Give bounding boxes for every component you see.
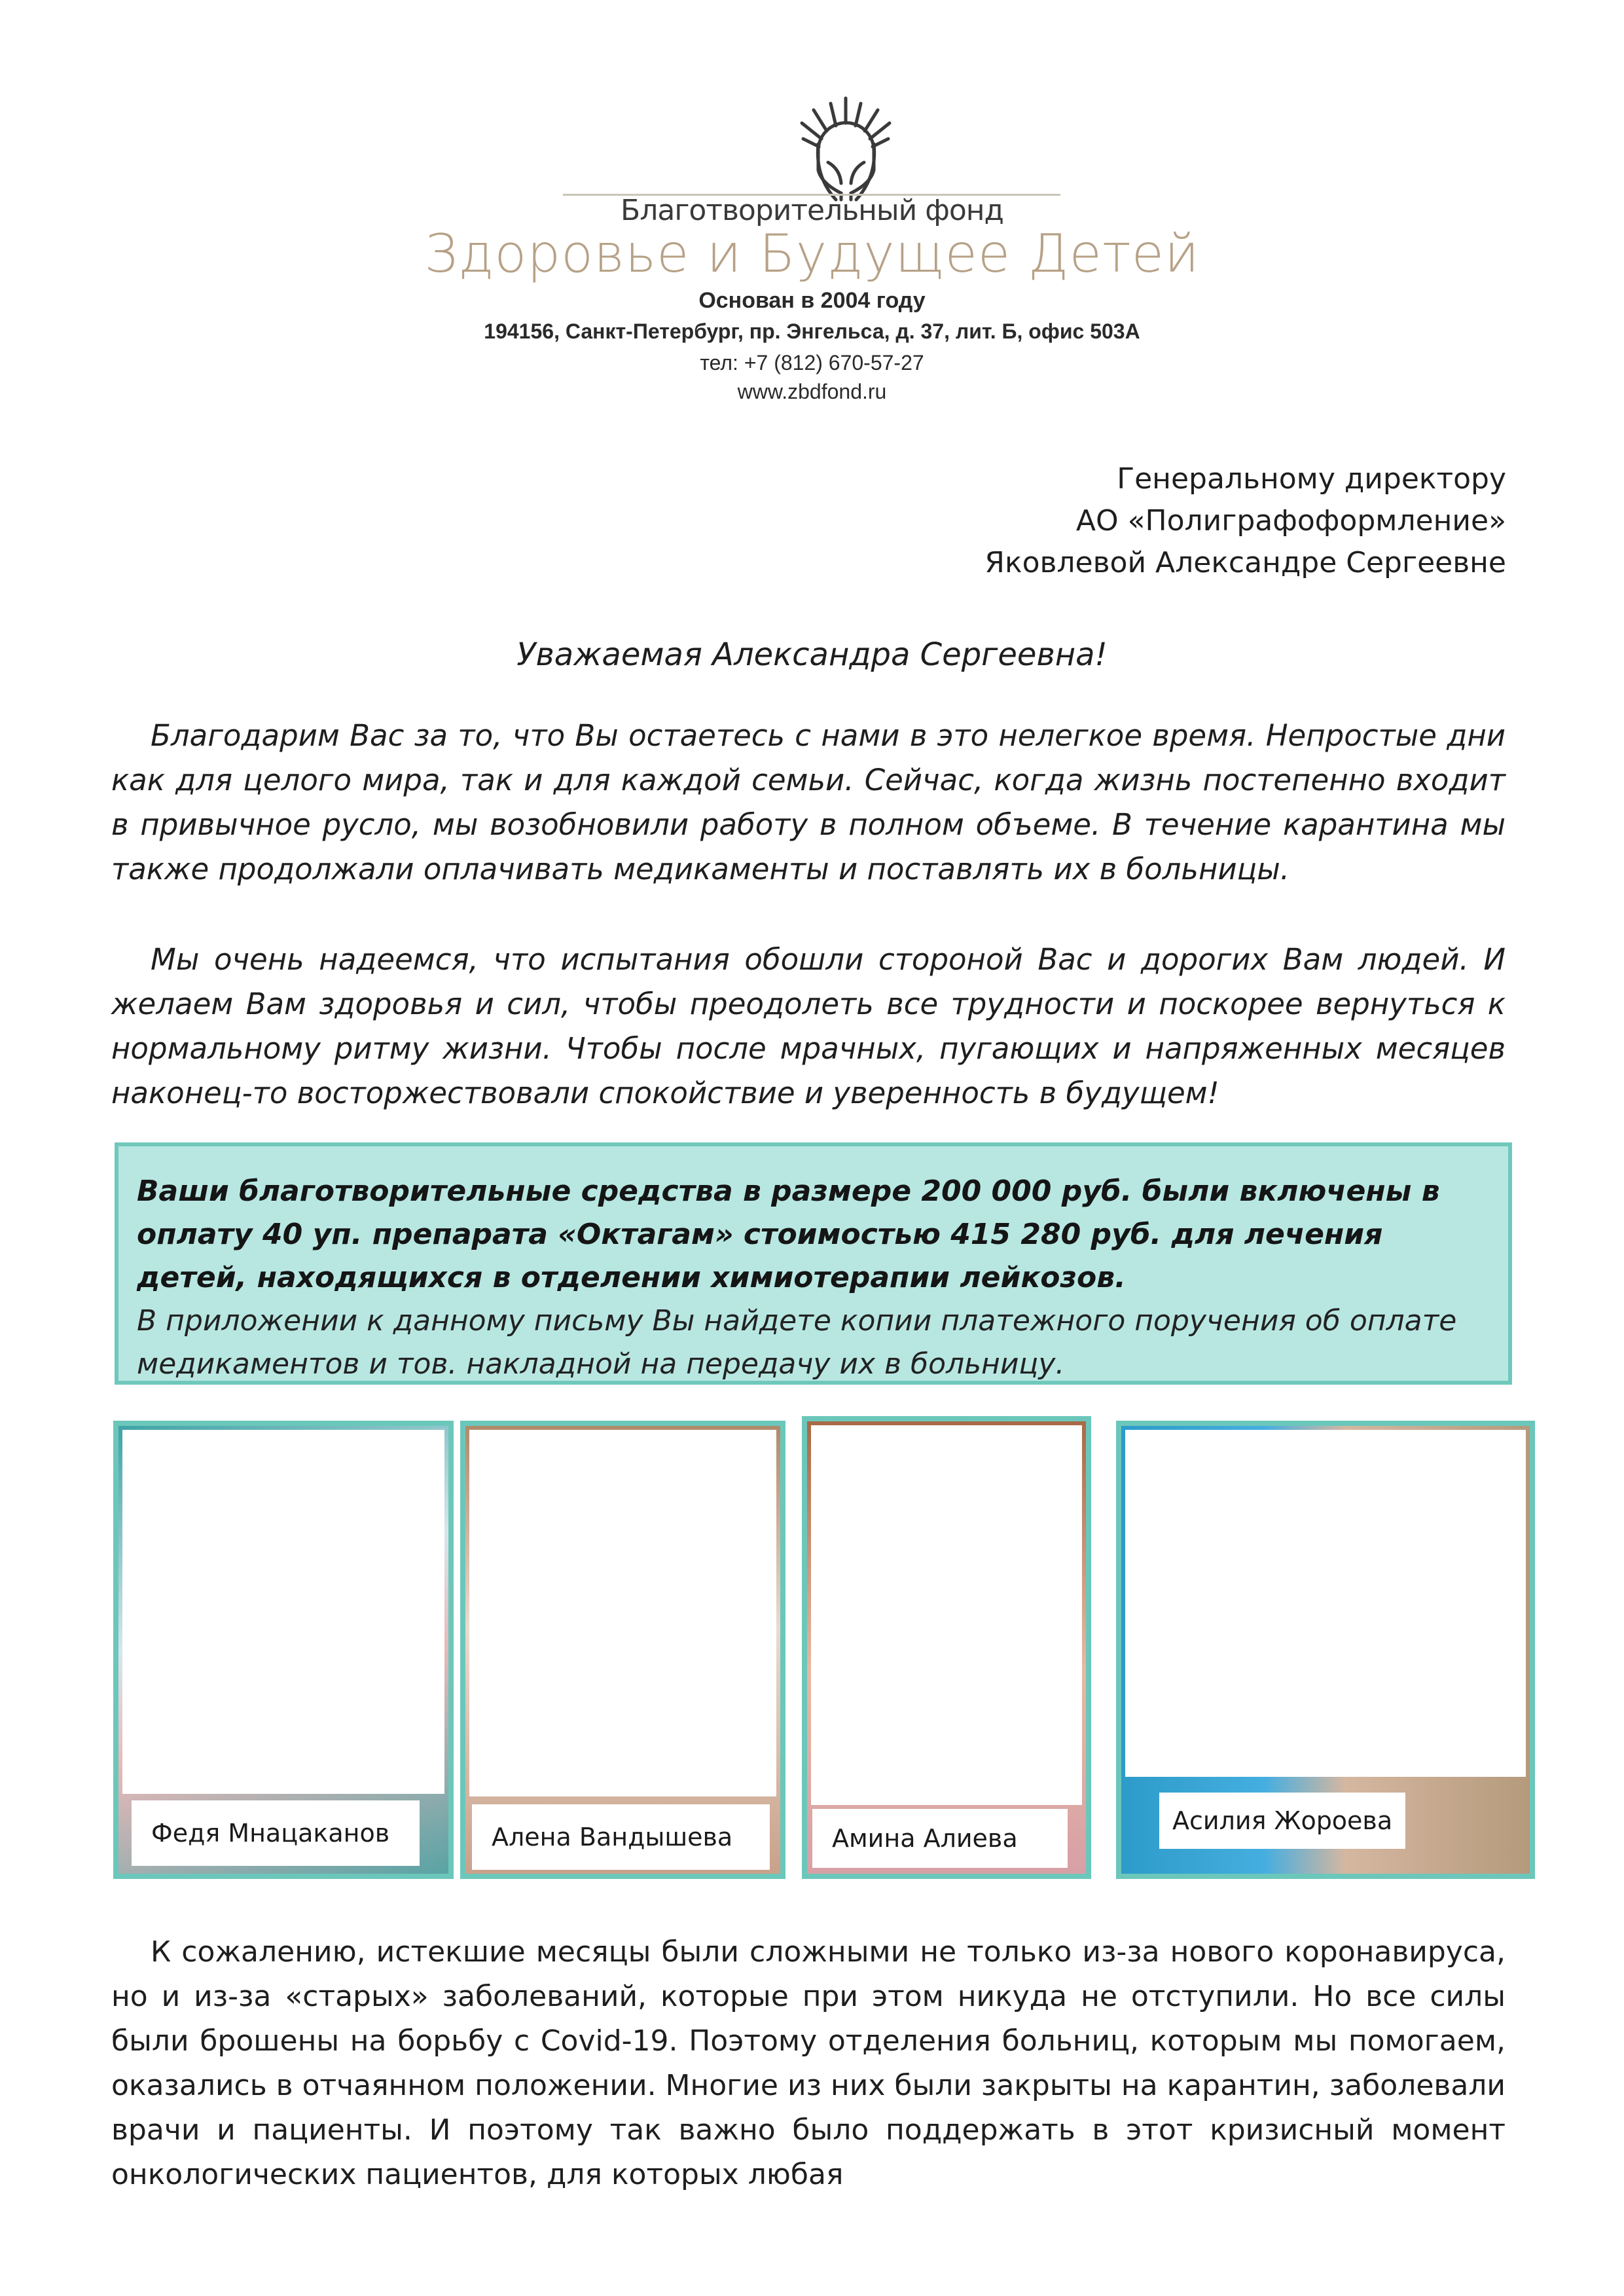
child-photo-4: [1116, 1421, 1535, 1879]
child-photo-1: [113, 1421, 454, 1879]
addressee-title: Генеральному директору: [1117, 462, 1506, 496]
photo-caption: Амина Алиева: [812, 1809, 1068, 1868]
foundation-name: Здоровье и Будущее Детей: [424, 223, 1200, 284]
photo-caption: Федя Мнацаканов: [132, 1800, 420, 1866]
donation-callout: [115, 1142, 1512, 1385]
website-link[interactable]: www.zbdfond.ru: [737, 380, 887, 403]
intro-paragraph-2: [111, 938, 1506, 1116]
paragraph-text: Благодарим Вас за то, что Вы остаетесь с нами в это нелегкое время. Непростые дни как для целого мира, так и для каждой семьи. Сейчас, когда жизнь постепенно входит в привычное русло, мы возобновили работу в полном объеме. В течение карантина мы также продолжали оплачивать медикаменты и поставлять их в больницы.: [111, 718, 1506, 886]
foundation-kicker: Благотворительный фонд: [621, 194, 1003, 227]
addressee-block: [984, 458, 1506, 584]
paragraph-text: Мы очень надеемся, что испытания обошли стороной Вас и дорогих Вам людей. И желаем Вам здоровья и сил, чтобы преодолеть все трудности и поскорее вернуться к нормальному ритму жизни. Чтобы после мрачных, пугающих и напряженных месяцев наконец-то восторжествовали спокойствие и уверенность в будущем!: [111, 942, 1506, 1110]
donation-summary: Ваши благотворительные средства в размере 200 000 руб. были включены в оплату 40 уп. препарата «Октагам» стоимостью 415 280 руб. для лечения детей, находящихся в отделении химиотерапии лейкозов.: [137, 1175, 1440, 1294]
closing-paragraph: [111, 1930, 1506, 2197]
attachment-note: В приложении к данному письму Вы найдете копии платежного поручения об оплате медикаментов и тов. накладной на передачу их в больницу.: [137, 1304, 1457, 1381]
redacted-area: [1125, 1430, 1526, 1777]
child-photo-2: [460, 1421, 785, 1879]
salutation: Уважаемая Александра Сергеевна!: [516, 636, 1108, 673]
founded-year: Основан в 2004 году: [698, 288, 926, 313]
addressee-company: АО «Полиграфоформление»: [1075, 504, 1506, 538]
paragraph-text: К сожалению, истекшие месяцы были сложными не только из-за нового коронавируса, но и из-за «старых» заболеваний, которые при этом никуда не отступили. Но все силы были брошены на борьбу с Covid-19. Поэтому отделения больниц, которым мы помогаем, оказались в отчаянном положении. Многие из них были закрыты на карантин, заболевали врачи и пациенты. И поэтому так важно было поддержать в этот кризисный момент онкологических пациентов, для которых любая: [111, 1935, 1506, 2191]
addressee-name: Яковлевой Александре Сергеевне: [984, 546, 1506, 579]
phone-number: тел: +7 (812) 670-57-27: [700, 351, 924, 374]
photo-caption: Асилия Жороева: [1159, 1793, 1405, 1849]
child-photo-3: [802, 1416, 1091, 1879]
postal-address: 194156, Санкт-Петербург, пр. Энгельса, д. 37, лит. Б, офис 503А: [484, 319, 1140, 343]
intro-paragraph-1: [111, 714, 1506, 892]
redacted-area: [122, 1430, 444, 1794]
photo-caption: Алена Вандышева: [472, 1804, 770, 1870]
redacted-area: [469, 1430, 776, 1796]
redacted-area: [811, 1425, 1082, 1805]
sun-in-hands-icon: [763, 79, 926, 210]
